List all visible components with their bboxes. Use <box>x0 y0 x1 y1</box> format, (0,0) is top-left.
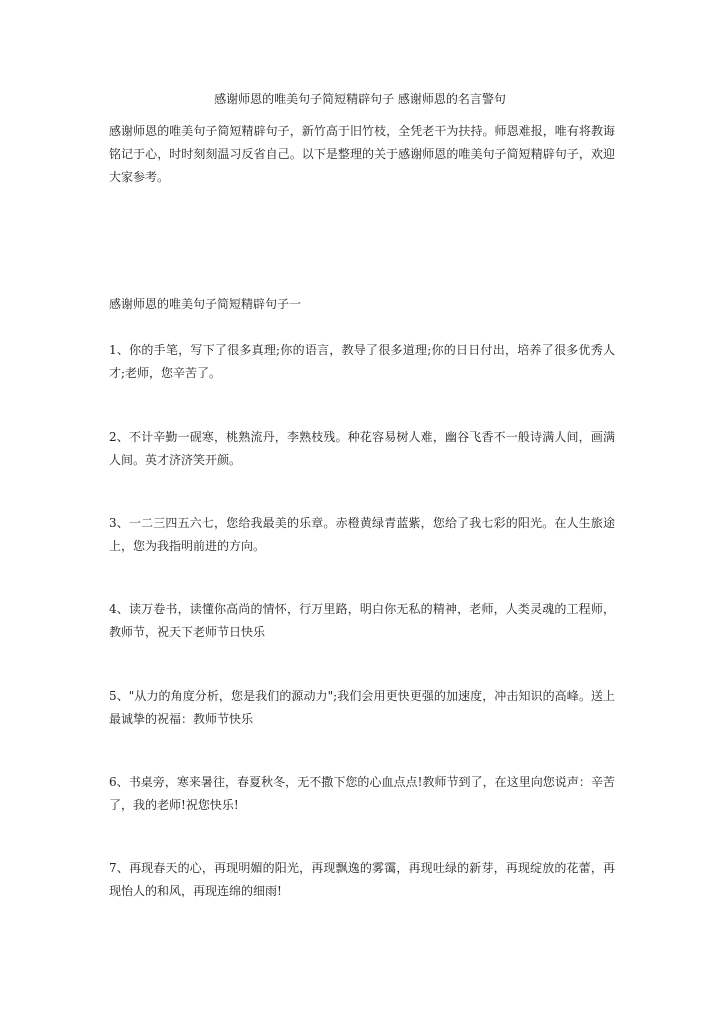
list-item: 2、不计辛勤一砚寒，桃熟流丹，李熟枝残。种花容易树人难，幽谷飞香不一般诗满人间，画满人间。英才济济笑开颜。 <box>109 430 615 467</box>
section-heading: 感谢师恩的唯美句子简短精辟句子一 <box>109 297 302 311</box>
intro-paragraph: 感谢师恩的唯美句子简短精辟句子，新竹高于旧竹枝，全凭老干为扶持。师恩难报，唯有将教诲铭记于心，时时刻刻温习反省自己。以下是整理的关于感谢师恩的唯美句子简短精辟句子，欢迎大家参考。 <box>109 124 615 184</box>
list-item: 6、书桌旁，寒来暑往，春夏秋冬，无不撒下您的心血点点!教师节到了，在这里向您说声：辛苦了，我的老师!祝您快乐! <box>109 775 615 812</box>
list-item: 4、读万卷书，读懂你高尚的情怀，行万里路，明白你无私的精神，老师，人类灵魂的工程师，教师节，祝天下老师节日快乐 <box>109 602 615 639</box>
list-item: 5、"从力的角度分析，您是我们的源动力";我们会用更快更强的加速度，冲击知识的高峰。送上最诚挚的祝福：教师节快乐 <box>109 689 615 726</box>
list-item: 3、一二三四五六七，您给我最美的乐章。赤橙黄绿青蓝紫，您给了我七彩的阳光。在人生旅途上，您为我指明前进的方向。 <box>109 516 615 553</box>
list-item: 1、你的手笔，写下了很多真理;你的语言，教导了很多道理;你的日日付出，培养了很多优秀人才;老师，您辛苦了。 <box>109 343 615 380</box>
list-item: 7、再现春天的心，再现明媚的阳光，再现飘逸的雾霭，再现吐绿的新芽，再现绽放的花蕾，再现怡人的和风，再现连绵的细雨! <box>109 861 615 898</box>
document-title: 感谢师恩的唯美句子简短精辟句子 感谢师恩的名言警句 <box>214 92 506 106</box>
